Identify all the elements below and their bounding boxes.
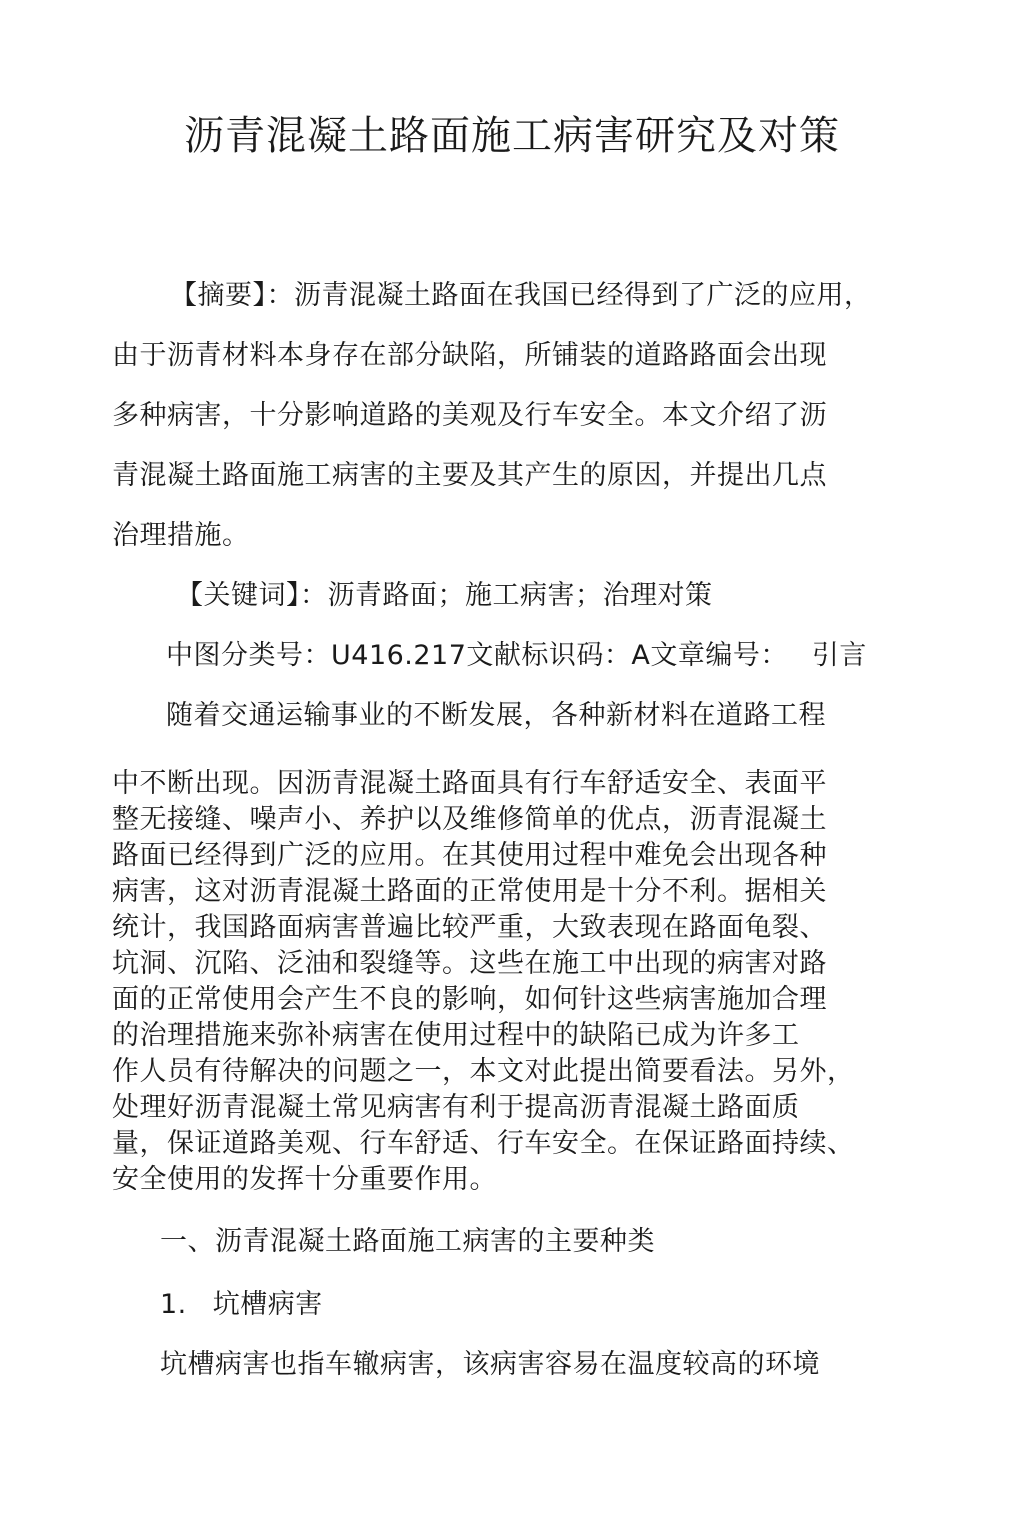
- body-line-5: 统计，我国路面病害普遍比较严重，大致表现在路面龟裂、: [112, 912, 827, 943]
- paragraph-line: 坑槽病害也指车辙病害，该病害容易在温度较高的环境: [160, 1349, 820, 1380]
- introduction-heading: 引言: [811, 640, 867, 671]
- abstract-line-1: 【摘要】：沥青混凝土路面在我国已经得到了广泛的应用，: [170, 280, 872, 311]
- keywords-line: 【关键词】：沥青路面；施工病害；治理对策: [176, 580, 713, 611]
- subsection-number: 1.: [160, 1289, 187, 1320]
- document-title: 沥青混凝土路面施工病害研究及对策: [184, 113, 840, 159]
- body-line-2: 整无接缝、噪声小、养护以及维修简单的优点，沥青混凝土: [112, 804, 827, 835]
- body-line-4: 病害，这对沥青混凝土路面的正常使用是十分不利。据相关: [112, 876, 827, 907]
- body-line-11: 量，保证道路美观、行车舒适、行车安全。在保证路面持续、: [112, 1128, 855, 1159]
- body-line-9: 作人员有待解决的问题之一，本文对此提出简要看法。另外，: [112, 1056, 855, 1087]
- abstract-line-3: 多种病害，十分影响道路的美观及行车安全。本文介绍了沥: [112, 400, 827, 431]
- subsection-heading: [160, 1287, 323, 1323]
- intro-line-1: 随着交通运输事业的不断发展，各种新材料在道路工程: [166, 700, 826, 731]
- body-line-6: 坑洞、沉陷、泛油和裂缝等。这些在施工中出现的病害对路: [112, 948, 827, 979]
- body-line-7: 面的正常使用会产生不良的影响，如何针这些病害施加合理: [112, 984, 827, 1015]
- abstract-line-5: 治理措施。: [112, 520, 250, 551]
- document-code: A: [631, 640, 651, 671]
- body-line-3: 路面已经得到广泛的应用。在其使用过程中难免会出现各种: [112, 840, 827, 871]
- abstract-line-4: 青混凝土路面施工病害的主要及其产生的原因，并提出几点: [112, 460, 827, 491]
- classification-label: 中图分类号：: [166, 640, 331, 671]
- subsection-title: 坑槽病害: [212, 1289, 323, 1320]
- classification-code: U416.217: [331, 640, 467, 671]
- body-line-1: 中不断出现。因沥青混凝土路面具有行车舒适安全、表面平: [112, 768, 827, 799]
- body-line-8: 的治理措施来弥补病害在使用过程中的缺陷已成为许多工: [112, 1020, 800, 1051]
- body-line-10: 处理好沥青混凝土常见病害有利于提高沥青混凝土路面质: [112, 1092, 800, 1123]
- classification-line: [166, 638, 867, 674]
- abstract-line-2: 由于沥青材料本身存在部分缺陷，所铺装的道路路面会出现: [112, 340, 827, 371]
- body-line-12: 安全使用的发挥十分重要作用。: [112, 1164, 497, 1195]
- article-number-label: 文章编号：: [650, 640, 788, 671]
- section-heading: 一、沥青混凝土路面施工病害的主要种类: [160, 1226, 655, 1257]
- document-code-label: 文献标识码：: [466, 640, 632, 671]
